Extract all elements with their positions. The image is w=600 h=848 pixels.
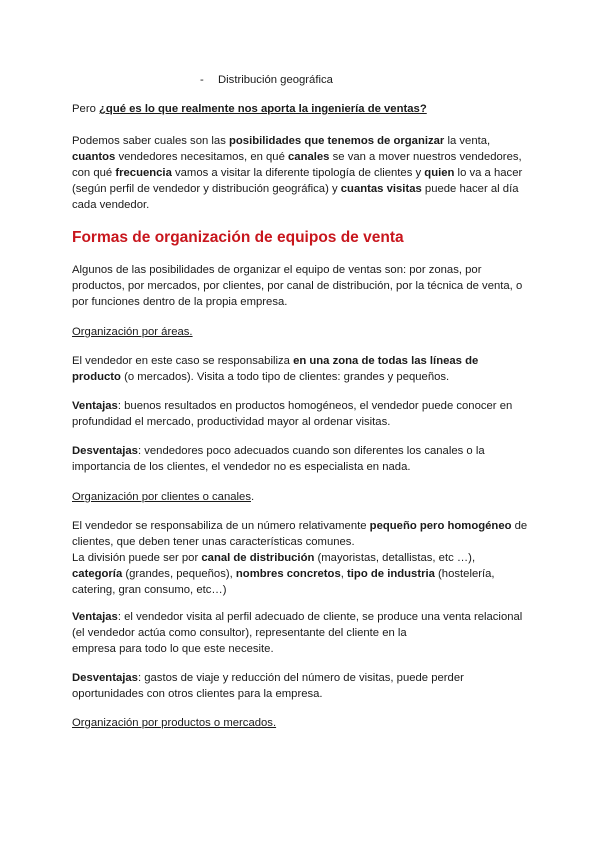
bullet-text: Distribución geográfica (218, 74, 333, 86)
clientes-ventajas-text-1: : el vendedor visita al perfil adecuado de cliente, se produce una venta relacional (el vendedor actúa como consultor), representante del cliente en la (72, 611, 523, 639)
clientes-bold-2: canal de distribución (201, 552, 315, 564)
intro-bold-5: quien (424, 167, 455, 179)
clientes-bold-1: pequeño pero homogéneo (369, 520, 512, 532)
intro-text-1: Podemos saber cuales son las (72, 135, 229, 147)
areas-text-2: (o mercados). Visita a todo tipo de clientes: grandes y pequeños. (120, 371, 450, 383)
ventajas-text: : buenos resultados en productos homogéneos, el vendedor puede conocer en profundidad el mercado, productividad mayor al ordenar visitas. (72, 400, 513, 428)
bullet-dash: - (200, 74, 204, 86)
clientes-title (72, 489, 528, 505)
intro-bold-1: posibilidades que tenemos de organizar (229, 135, 445, 147)
intro-bold-4: frecuencia (115, 167, 172, 179)
productos-title: Organización por productos o mercados. (72, 717, 277, 729)
areas-ventajas (72, 398, 528, 430)
clientes-desventajas-label: Desventajas (72, 672, 138, 684)
intro-text-3: vendedores necesitamos, en qué (115, 151, 289, 163)
clientes-desventajas-text: : gastos de viaje y reducción del número de visitas, puede perder oportunidades con otros clientes para la empresa. (72, 672, 464, 700)
intro-paragraph (72, 133, 528, 213)
clientes-text-3: La división puede ser por (72, 552, 202, 564)
clientes-text-1: El vendedor se responsabiliza de un número relativamente (72, 520, 370, 532)
clientes-text-5: (grandes, pequeños), (122, 568, 236, 580)
intro-text-6: lo va a hacer (según perfil de vendedor y distribución geográfica) y (72, 167, 523, 195)
clientes-bold-5: tipo de industria (347, 568, 435, 580)
section-heading: Formas de organización de equipos de venta (72, 229, 404, 246)
intro-text-4: se van a mover nuestros vendedores, con qué (72, 151, 522, 179)
question-underlined: ¿qué es lo que realmente nos aporta la ingeniería de ventas? (99, 103, 427, 115)
clientes-text-7: (hostelería, catering, gran consumo, etc…) (72, 568, 495, 596)
clientes-ventajas-label: Ventajas (72, 611, 118, 623)
clientes-text-6: , (340, 568, 348, 580)
clientes-bold-4: nombres concretos (235, 568, 341, 580)
clientes-ventajas (72, 609, 528, 657)
clientes-title-period: . (250, 491, 255, 503)
clientes-text-4: (mayoristas, detallistas, etc …), (314, 552, 476, 564)
desventajas-text: : vendedores poco adecuados cuando son diferentes los canales o la importancia de los clientes, el vendedor no es especialista en nada. (72, 445, 485, 473)
intro-bold-2: cuantos (72, 151, 116, 163)
desventajas-label: Desventajas (72, 445, 138, 457)
intro-bold-6: cuantas visitas (340, 183, 422, 195)
areas-text-1: El vendedor en este caso se responsabiliza (72, 355, 294, 367)
clientes-bold-3: categoría (72, 568, 123, 580)
areas-description (72, 353, 528, 385)
areas-bold-1: en una zona de todas las líneas de producto (72, 355, 479, 383)
ventajas-label: Ventajas (72, 400, 118, 412)
intro-text-2: la venta, (444, 135, 491, 147)
clientes-desventajas (72, 670, 528, 702)
intro-text-7: puede hacer al día cada vendedor. (72, 183, 519, 211)
clientes-ventajas-text-2: empresa para todo lo que este necesite. (72, 643, 274, 655)
areas-title: Organización por áreas. (72, 326, 193, 338)
clientes-text-2: de clientes, que deben tener unas características comunes. (72, 520, 528, 548)
question-prefix: Pero (72, 103, 100, 115)
formas-intro-paragraph: Algunos de las posibilidades de organizar el equipo de ventas son: por zonas, por productos, por mercados, por clientes, por canal de distribución, por la técnica de venta, o por funciones dentro de la propia empresa. (72, 264, 523, 308)
intro-text-5: vamos a visitar la diferente tipología de clientes y (171, 167, 425, 179)
clientes-description (72, 518, 528, 598)
clientes-title-text: Organización por clientes o canales (72, 491, 251, 503)
question-line (72, 101, 528, 117)
bullet-item (200, 72, 333, 88)
areas-desventajas (72, 443, 528, 475)
intro-bold-3: canales (288, 151, 330, 163)
